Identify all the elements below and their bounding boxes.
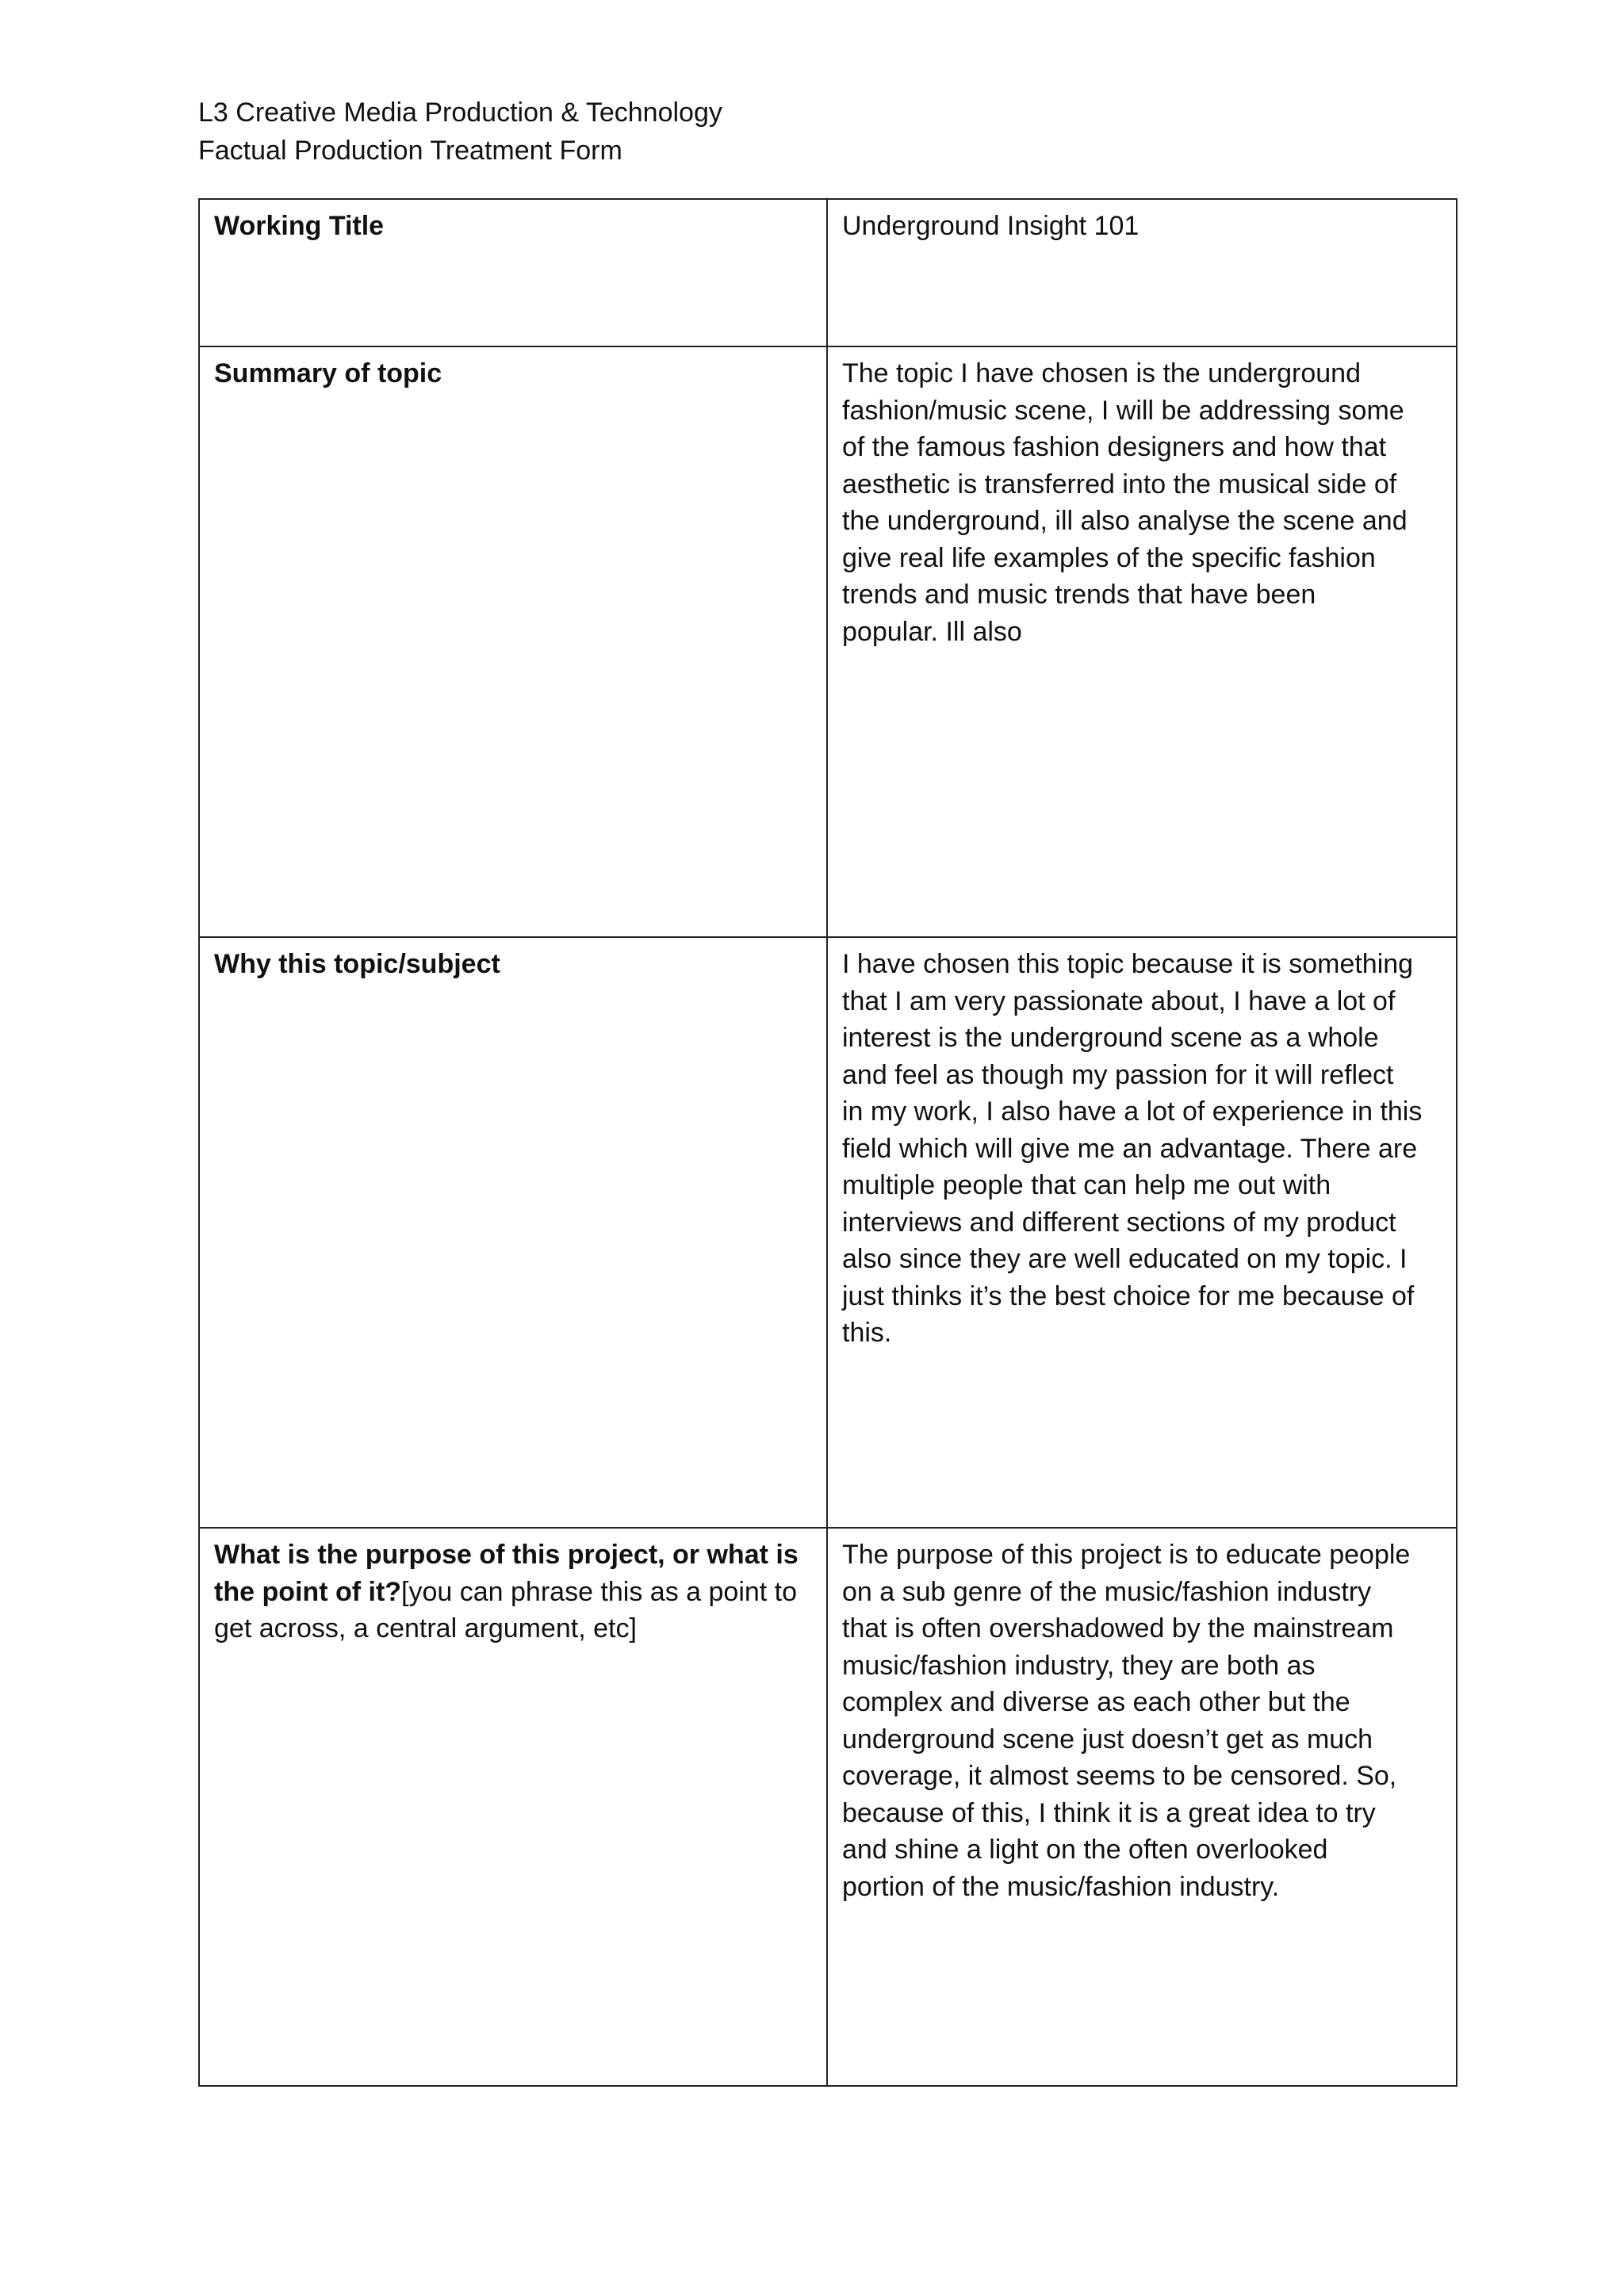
- table-row-why-topic: [199, 937, 1457, 1528]
- working-title-label: Working Title: [214, 211, 385, 241]
- summary-label: Summary of topic: [214, 358, 442, 388]
- table-row-working-title: [199, 199, 1457, 346]
- label-cell: [199, 937, 827, 1528]
- purpose-label-question: What is the purpose of this project, or what is the point of it?: [214, 1540, 799, 1607]
- purpose-value: The purpose of this project is to educate people on a sub genre of the music/fashion industry that is often overshadowed by the mainstream music/fashion industry, they are both as complex and diverse as each other but the underground scene just doesn’t get as much coverage, it almost seems to be censored. So, because of this, I think it is a great idea to try and shine a light on the often overlooked portion of the music/fashion industry.: [842, 1540, 1411, 1902]
- label-cell: [199, 346, 827, 937]
- why-topic-value: I have chosen this topic because it is something that I am very passionate about, I have a lot of interest is the underground scene as a whole and feel as though my passion for it will reflect in my work, I also have a lot of experience in this field which will give me an advantage. There are multiple people that can help me out with interviews and different sections of my product also since they are well educated on my topic. I just thinks it’s the best choice for me because of this.: [842, 949, 1423, 1348]
- document-header: [198, 94, 1308, 170]
- label-cell: [199, 1528, 827, 2086]
- value-cell: [827, 937, 1457, 1528]
- purpose-label-hint: [you can phrase this as a point to get across, a central argument, etc]: [214, 1576, 798, 1644]
- table-row-summary: [199, 346, 1457, 937]
- why-topic-label: Why this topic/subject: [214, 949, 500, 979]
- table-row-purpose: [199, 1528, 1457, 2086]
- value-cell: [827, 199, 1457, 346]
- value-cell: [827, 346, 1457, 937]
- treatment-form-table: [198, 198, 1457, 2087]
- working-title-value: Underground Insight 101: [842, 211, 1139, 241]
- course-title: L3 Creative Media Production & Technology: [198, 98, 722, 128]
- value-cell: [827, 1528, 1457, 2086]
- summary-value: The topic I have chosen is the underground fashion/music scene, I will be addressing some of the famous fashion designers and how that aesthetic is transferred into the musical side of the underground, ill also analyse the scene and give real life examples of the specific fashion trends and music trends that have been popular. Ill also: [842, 358, 1408, 647]
- label-cell: [199, 199, 827, 346]
- purpose-label: [200, 1529, 826, 1647]
- form-title: Factual Production Treatment Form: [198, 136, 622, 166]
